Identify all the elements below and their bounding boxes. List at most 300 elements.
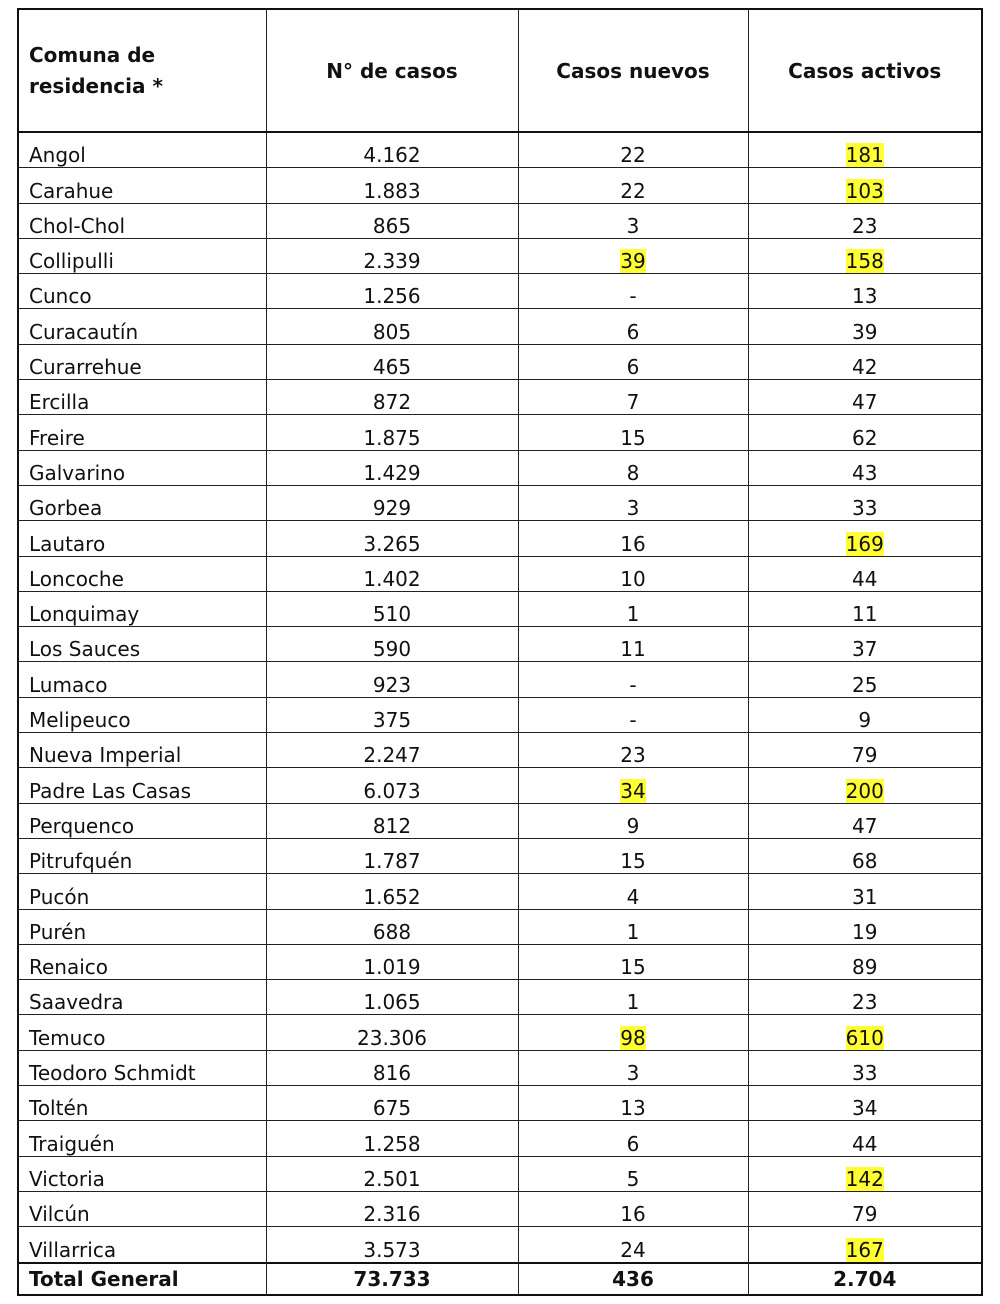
cell-num-casos-value: 510	[372, 602, 412, 627]
cell-casos-nuevos-value: 4	[626, 884, 640, 909]
table-body	[18, 132, 982, 1263]
cell-comuna-value: Vilcún	[29, 1202, 90, 1227]
cell-casos-nuevos	[518, 697, 748, 732]
cell-comuna	[18, 415, 266, 450]
cell-casos-nuevos-value: 22	[620, 178, 646, 203]
cell-comuna-value: Purén	[29, 919, 87, 944]
table-row	[18, 274, 982, 309]
cell-comuna-value: Pitrufquén	[29, 849, 133, 874]
cell-casos-activos-value: 25	[852, 672, 878, 697]
cell-num-casos-value: 1.065	[363, 990, 421, 1015]
cell-casos-nuevos-value: -	[629, 708, 637, 733]
table-footer	[18, 1263, 982, 1295]
cell-casos-nuevos-value: 6	[626, 355, 640, 380]
cell-num-casos	[266, 733, 518, 768]
table-header	[18, 9, 982, 132]
cell-num-casos	[266, 274, 518, 309]
cell-num-casos-value: 1.883	[363, 178, 421, 203]
cell-comuna-value: Lumaco	[29, 672, 108, 697]
table-row	[18, 697, 982, 732]
cell-casos-nuevos-value: 8	[626, 460, 640, 485]
cell-comuna	[18, 1086, 266, 1121]
cell-comuna	[18, 132, 266, 168]
cell-num-casos	[266, 697, 518, 732]
cell-casos-activos	[748, 132, 982, 168]
cell-num-casos-value: 812	[372, 813, 412, 838]
cell-casos-activos-value: 33	[852, 496, 878, 521]
cell-comuna-value: Lonquimay	[29, 602, 140, 627]
table-row	[18, 1015, 982, 1050]
cell-num-casos	[266, 415, 518, 450]
cell-casos-activos-value: 23	[852, 213, 878, 238]
cell-comuna	[18, 344, 266, 379]
cell-num-casos-value: 6.073	[363, 778, 421, 803]
cell-casos-activos	[748, 203, 982, 238]
cell-casos-activos-value: 13	[852, 284, 878, 309]
cell-comuna-value: Villarrica	[29, 1237, 117, 1262]
cell-casos-nuevos	[518, 238, 748, 273]
cell-comuna-value: Renaico	[29, 955, 109, 980]
cell-casos-activos-value: 42	[852, 355, 878, 380]
cell-num-casos-value: 1.787	[363, 849, 421, 874]
cell-num-casos	[266, 980, 518, 1015]
cell-num-casos-value: 590	[372, 637, 412, 662]
cell-comuna-value: Saavedra	[29, 990, 124, 1015]
table-row	[18, 380, 982, 415]
cell-casos-nuevos	[518, 980, 748, 1015]
header-num-casos: N° de casos	[266, 9, 518, 132]
cell-num-casos	[266, 132, 518, 168]
cell-casos-activos	[748, 415, 982, 450]
cell-casos-nuevos	[518, 274, 748, 309]
cell-casos-nuevos	[518, 1086, 748, 1121]
cell-casos-activos	[748, 309, 982, 344]
cell-num-casos	[266, 662, 518, 697]
cell-num-casos	[266, 380, 518, 415]
cell-comuna-value: Traiguén	[29, 1131, 115, 1156]
cell-casos-nuevos	[518, 874, 748, 909]
cell-num-casos-value: 816	[372, 1061, 412, 1086]
cell-num-casos-value: 4.162	[363, 143, 421, 168]
cell-casos-nuevos-value: 5	[626, 1166, 640, 1191]
cell-comuna-value: Melipeuco	[29, 708, 131, 733]
cell-casos-activos	[748, 168, 982, 203]
cell-casos-activos	[748, 803, 982, 838]
cell-casos-nuevos	[518, 344, 748, 379]
cell-comuna	[18, 1227, 266, 1263]
cell-num-casos-value: 375	[372, 708, 412, 733]
table-row	[18, 450, 982, 485]
cell-comuna-value: Carahue	[29, 178, 114, 203]
table-row	[18, 238, 982, 273]
cell-num-casos	[266, 1156, 518, 1191]
cell-comuna	[18, 168, 266, 203]
cell-num-casos	[266, 591, 518, 626]
total-label: Total General	[18, 1263, 266, 1295]
cell-casos-activos	[748, 697, 982, 732]
cell-num-casos-value: 688	[372, 919, 412, 944]
header-casos-activos: Casos activos	[748, 9, 982, 132]
cell-comuna	[18, 697, 266, 732]
cell-casos-nuevos	[518, 380, 748, 415]
cell-casos-nuevos	[518, 556, 748, 591]
cell-num-casos-value: 1.256	[363, 284, 421, 309]
cell-comuna	[18, 768, 266, 803]
cell-casos-nuevos-value: 98	[620, 1025, 646, 1050]
cell-casos-activos	[748, 1191, 982, 1226]
cell-comuna-value: Freire	[29, 425, 85, 450]
cell-comuna	[18, 380, 266, 415]
cell-num-casos	[266, 1121, 518, 1156]
cell-casos-activos-value: 11	[852, 602, 878, 627]
cell-comuna	[18, 556, 266, 591]
cell-casos-nuevos-value: 23	[620, 743, 646, 768]
cell-comuna-value: Nueva Imperial	[29, 743, 182, 768]
cell-num-casos-value: 805	[372, 319, 412, 344]
cell-casos-nuevos-value: 3	[626, 1061, 640, 1086]
table-row	[18, 1050, 982, 1085]
cell-casos-nuevos	[518, 415, 748, 450]
total-nuevos: 436	[518, 1263, 748, 1295]
cell-casos-activos-value: 47	[852, 813, 878, 838]
cell-casos-activos-value: 44	[852, 1131, 878, 1156]
cell-num-casos	[266, 627, 518, 662]
table-row	[18, 485, 982, 520]
cell-num-casos-value: 1.429	[363, 460, 421, 485]
cell-comuna	[18, 733, 266, 768]
cell-num-casos	[266, 1086, 518, 1121]
cell-num-casos-value: 465	[372, 355, 412, 380]
cell-casos-nuevos	[518, 521, 748, 556]
cell-casos-activos-value: 169	[845, 531, 884, 556]
cell-comuna	[18, 1191, 266, 1226]
cell-casos-activos	[748, 768, 982, 803]
cell-comuna	[18, 450, 266, 485]
cell-comuna-value: Loncoche	[29, 566, 124, 591]
cell-casos-nuevos-value: 7	[626, 390, 640, 415]
cell-casos-activos-value: 200	[845, 778, 884, 803]
cell-casos-activos	[748, 980, 982, 1015]
cell-num-casos	[266, 556, 518, 591]
cell-comuna-value: Pucón	[29, 884, 90, 909]
cell-casos-nuevos	[518, 1121, 748, 1156]
cell-comuna-value: Teodoro Schmidt	[29, 1061, 196, 1086]
table-row	[18, 309, 982, 344]
cell-casos-activos-value: 43	[852, 460, 878, 485]
cell-casos-activos-value: 610	[845, 1025, 884, 1050]
cell-casos-activos-value: 89	[852, 955, 878, 980]
cell-casos-nuevos-value: 1	[626, 919, 640, 944]
table-row	[18, 344, 982, 379]
cell-casos-activos-value: 68	[852, 849, 878, 874]
cell-num-casos-value: 3.573	[363, 1237, 421, 1262]
cell-num-casos	[266, 838, 518, 873]
cell-casos-activos-value: 34	[852, 1096, 878, 1121]
cell-casos-activos	[748, 1227, 982, 1263]
cell-casos-activos-value: 103	[845, 178, 884, 203]
cell-comuna-value: Toltén	[29, 1096, 89, 1121]
cell-casos-nuevos	[518, 1227, 748, 1263]
cell-casos-activos	[748, 238, 982, 273]
cell-num-casos-value: 1.019	[363, 955, 421, 980]
table-row	[18, 874, 982, 909]
cell-comuna-value: Padre Las Casas	[29, 778, 192, 803]
cell-comuna	[18, 591, 266, 626]
cases-table-container	[17, 8, 983, 1296]
cell-num-casos-value: 2.501	[363, 1166, 421, 1191]
cell-num-casos	[266, 1015, 518, 1050]
cell-casos-activos	[748, 521, 982, 556]
cell-num-casos	[266, 485, 518, 520]
cell-num-casos	[266, 1227, 518, 1263]
cell-casos-nuevos-value: 9	[626, 813, 640, 838]
cell-casos-nuevos-value: 22	[620, 143, 646, 168]
cell-num-casos-value: 923	[372, 672, 412, 697]
cell-comuna-value: Collipulli	[29, 249, 114, 274]
cell-comuna-value: Chol-Chol	[29, 213, 126, 238]
cell-comuna-value: Galvarino	[29, 460, 126, 485]
cell-num-casos	[266, 450, 518, 485]
cell-casos-nuevos	[518, 1015, 748, 1050]
cell-casos-nuevos-value: 3	[626, 213, 640, 238]
cell-casos-nuevos	[518, 1156, 748, 1191]
cell-casos-activos-value: 142	[845, 1166, 884, 1191]
cell-casos-nuevos-value: -	[629, 284, 637, 309]
cell-num-casos-value: 872	[372, 390, 412, 415]
cell-casos-nuevos	[518, 203, 748, 238]
cell-casos-activos-value: 44	[852, 566, 878, 591]
header-casos-nuevos: Casos nuevos	[518, 9, 748, 132]
cell-casos-nuevos	[518, 1191, 748, 1226]
cell-casos-activos	[748, 485, 982, 520]
cell-casos-activos	[748, 838, 982, 873]
cell-casos-nuevos	[518, 132, 748, 168]
cell-casos-nuevos	[518, 168, 748, 203]
cell-casos-activos-value: 23	[852, 990, 878, 1015]
cell-casos-activos	[748, 1086, 982, 1121]
cell-comuna	[18, 521, 266, 556]
cell-num-casos-value: 865	[372, 213, 412, 238]
cell-casos-nuevos	[518, 944, 748, 979]
cell-casos-activos-value: 181	[845, 143, 884, 168]
cell-num-casos-value: 1.402	[363, 566, 421, 591]
cell-casos-nuevos	[518, 803, 748, 838]
cell-casos-nuevos-value: 3	[626, 496, 640, 521]
table-row	[18, 803, 982, 838]
cell-comuna-value: Lautaro	[29, 531, 106, 556]
cell-comuna-value: Cunco	[29, 284, 92, 309]
cell-comuna	[18, 485, 266, 520]
cell-comuna-value: Curacautín	[29, 319, 139, 344]
cell-casos-nuevos	[518, 591, 748, 626]
cell-num-casos	[266, 344, 518, 379]
cell-casos-activos-value: 47	[852, 390, 878, 415]
cell-casos-nuevos-value: 15	[620, 955, 646, 980]
cell-casos-activos-value: 79	[852, 743, 878, 768]
cell-comuna-value: Temuco	[29, 1025, 106, 1050]
table-row	[18, 1121, 982, 1156]
cell-casos-nuevos-value: 6	[626, 1131, 640, 1156]
cell-casos-nuevos	[518, 662, 748, 697]
cell-comuna	[18, 203, 266, 238]
cell-casos-activos-value: 19	[852, 919, 878, 944]
cell-num-casos	[266, 874, 518, 909]
cell-casos-nuevos-value: 16	[620, 1202, 646, 1227]
cell-casos-activos	[748, 1050, 982, 1085]
cell-casos-nuevos	[518, 838, 748, 873]
cell-casos-activos	[748, 450, 982, 485]
cell-comuna-value: Angol	[29, 143, 86, 168]
cell-casos-nuevos-value: 1	[626, 990, 640, 1015]
cell-casos-nuevos	[518, 309, 748, 344]
cell-casos-activos-value: 9	[858, 708, 872, 733]
cell-casos-nuevos	[518, 450, 748, 485]
cell-casos-activos-value: 62	[852, 425, 878, 450]
cell-casos-activos	[748, 380, 982, 415]
cell-num-casos-value: 3.265	[363, 531, 421, 556]
cell-casos-activos	[748, 274, 982, 309]
table-row	[18, 1191, 982, 1226]
table-row	[18, 627, 982, 662]
cell-casos-activos	[748, 1121, 982, 1156]
cell-comuna	[18, 1050, 266, 1085]
cell-casos-activos	[748, 909, 982, 944]
cell-comuna	[18, 309, 266, 344]
cell-num-casos-value: 2.339	[363, 249, 421, 274]
cell-num-casos	[266, 803, 518, 838]
cell-casos-activos-value: 37	[852, 637, 878, 662]
cell-casos-nuevos-value: 6	[626, 319, 640, 344]
cell-casos-activos-value: 31	[852, 884, 878, 909]
cell-comuna-value: Curarrehue	[29, 355, 142, 380]
cell-casos-activos	[748, 944, 982, 979]
cell-casos-activos	[748, 1156, 982, 1191]
cell-num-casos-value: 2.247	[363, 743, 421, 768]
cell-casos-activos-value: 158	[845, 249, 884, 274]
cell-num-casos	[266, 168, 518, 203]
table-row	[18, 168, 982, 203]
cell-num-casos	[266, 768, 518, 803]
cell-num-casos	[266, 203, 518, 238]
table-row	[18, 415, 982, 450]
cell-comuna-value: Victoria	[29, 1166, 105, 1191]
table-row	[18, 591, 982, 626]
cell-casos-nuevos-value: -	[629, 672, 637, 697]
cell-num-casos	[266, 909, 518, 944]
cell-num-casos-value: 1.875	[363, 425, 421, 450]
cell-casos-activos	[748, 556, 982, 591]
total-activos: 2.704	[748, 1263, 982, 1295]
table-row	[18, 203, 982, 238]
cell-num-casos	[266, 1050, 518, 1085]
total-row	[18, 1263, 982, 1295]
cell-comuna	[18, 1015, 266, 1050]
cell-casos-activos-value: 33	[852, 1061, 878, 1086]
cell-comuna-value: Perquenco	[29, 813, 135, 838]
table-row	[18, 1227, 982, 1263]
header-comuna: Comuna de residencia *	[18, 9, 266, 132]
cell-casos-nuevos-value: 24	[620, 1237, 646, 1262]
cell-comuna	[18, 909, 266, 944]
cell-num-casos-value: 1.652	[363, 884, 421, 909]
cell-casos-nuevos-value: 15	[620, 425, 646, 450]
cell-num-casos-value: 2.316	[363, 1202, 421, 1227]
cell-casos-activos	[748, 662, 982, 697]
cell-num-casos	[266, 238, 518, 273]
table-row	[18, 944, 982, 979]
table-row	[18, 1086, 982, 1121]
cell-casos-nuevos-value: 15	[620, 849, 646, 874]
cell-num-casos-value: 1.258	[363, 1131, 421, 1156]
cell-casos-nuevos	[518, 909, 748, 944]
cell-casos-nuevos	[518, 1050, 748, 1085]
header-row	[18, 9, 982, 132]
cell-casos-activos-value: 79	[852, 1202, 878, 1227]
table-row	[18, 768, 982, 803]
cell-num-casos-value: 929	[372, 496, 412, 521]
cell-num-casos	[266, 944, 518, 979]
table-row	[18, 521, 982, 556]
cell-casos-activos-value: 167	[845, 1237, 884, 1262]
cell-casos-nuevos-value: 1	[626, 602, 640, 627]
table-row	[18, 556, 982, 591]
cell-comuna	[18, 874, 266, 909]
cell-casos-activos	[748, 344, 982, 379]
table-row	[18, 909, 982, 944]
cell-casos-activos-value: 39	[852, 319, 878, 344]
cell-casos-activos	[748, 627, 982, 662]
cell-casos-nuevos	[518, 733, 748, 768]
cell-comuna	[18, 1156, 266, 1191]
cell-comuna	[18, 803, 266, 838]
cell-casos-activos	[748, 1015, 982, 1050]
cell-num-casos-value: 23.306	[357, 1025, 427, 1050]
cell-casos-nuevos	[518, 485, 748, 520]
table-row	[18, 132, 982, 168]
cell-num-casos-value: 675	[372, 1096, 412, 1121]
total-casos: 73.733	[266, 1263, 518, 1295]
cell-casos-nuevos-value: 10	[620, 566, 646, 591]
cell-casos-nuevos-value: 13	[620, 1096, 646, 1121]
cell-casos-nuevos	[518, 627, 748, 662]
cell-casos-nuevos-value: 11	[620, 637, 646, 662]
cell-num-casos	[266, 1191, 518, 1226]
table-row	[18, 838, 982, 873]
cell-comuna	[18, 838, 266, 873]
cell-num-casos	[266, 521, 518, 556]
cell-comuna	[18, 1121, 266, 1156]
table-row	[18, 662, 982, 697]
table-row	[18, 1156, 982, 1191]
cell-comuna	[18, 980, 266, 1015]
cell-comuna	[18, 274, 266, 309]
cell-casos-activos	[748, 733, 982, 768]
cell-comuna-value: Los Sauces	[29, 637, 141, 662]
cell-casos-activos	[748, 874, 982, 909]
cell-comuna-value: Gorbea	[29, 496, 103, 521]
cell-comuna	[18, 944, 266, 979]
cell-casos-nuevos-value: 16	[620, 531, 646, 556]
cases-by-commune-table	[17, 8, 983, 1296]
cell-casos-activos	[748, 591, 982, 626]
cell-comuna	[18, 627, 266, 662]
table-row	[18, 980, 982, 1015]
cell-casos-nuevos-value: 39	[620, 249, 646, 274]
cell-comuna	[18, 238, 266, 273]
cell-casos-nuevos	[518, 768, 748, 803]
table-row	[18, 733, 982, 768]
cell-comuna-value: Ercilla	[29, 390, 90, 415]
